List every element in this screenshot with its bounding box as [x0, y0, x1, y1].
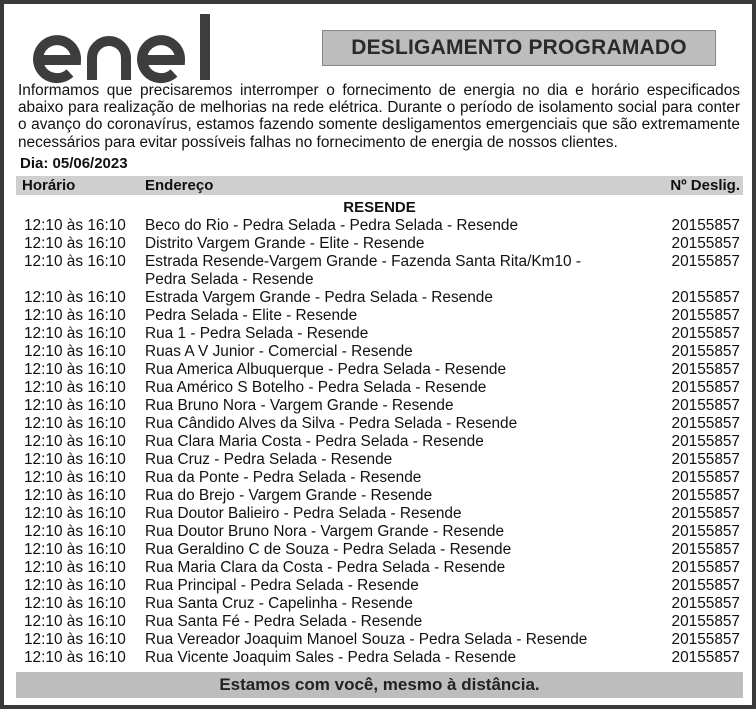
- row-address: Rua Santa Cruz - Capelinha - Resende: [145, 595, 413, 612]
- row-time: 12:10 às 16:10: [24, 379, 126, 396]
- table-row: [16, 505, 743, 523]
- row-address: Estrada Vargem Grande - Pedra Selada - Resende: [145, 289, 493, 306]
- row-outage-number: 20155857: [671, 649, 740, 666]
- row-outage-number: 20155857: [671, 595, 740, 612]
- header-address: Endereço: [145, 177, 214, 194]
- row-time: 12:10 às 16:10: [24, 487, 126, 504]
- row-address: Estrada Resende-Vargem Grande - Fazenda Santa Rita/Km10 - Pedra Selada - Resende: [145, 253, 582, 288]
- region-heading: RESENDE: [343, 199, 416, 216]
- row-time: 12:10 às 16:10: [24, 325, 126, 342]
- table-row: [16, 343, 743, 361]
- row-time: 12:10 às 16:10: [24, 217, 126, 234]
- row-address: Rua Doutor Balieiro - Pedra Selada - Resende: [145, 505, 462, 522]
- header-time: Horário: [22, 177, 76, 194]
- table-row: [16, 217, 743, 235]
- table-header: [16, 176, 743, 195]
- table-row: [16, 325, 743, 343]
- table-row: [16, 559, 743, 577]
- row-outage-number: 20155857: [671, 289, 740, 306]
- row-address: Rua Santa Fé - Pedra Selada - Resende: [145, 613, 423, 630]
- row-time: 12:10 às 16:10: [24, 433, 126, 450]
- table-row: [16, 433, 743, 451]
- intro-paragraph: Informamos que precisaremos interromper o fornecimento de energia no dia e horário especificados abaixo para realização de melhorias na rede elétrica. Durante o período de isolamento social para conter o avanço do coronavírus, estamos fazendo somente desligamentos emergenciais que são extremamente necessários para evitar possíveis falhas no fornecimento de energia de nossos clientes.: [18, 82, 740, 151]
- table-row: [16, 397, 743, 415]
- footer-slogan: Estamos com você, mesmo à distância.: [16, 672, 743, 698]
- table-row: [16, 289, 743, 307]
- row-outage-number: 20155857: [671, 613, 740, 630]
- row-outage-number: 20155857: [671, 307, 740, 324]
- row-address: Distrito Vargem Grande - Elite - Resende: [145, 235, 425, 252]
- row-outage-number: 20155857: [671, 343, 740, 360]
- row-outage-number: 20155857: [671, 217, 740, 234]
- row-address: Rua Cruz - Pedra Selada - Resende: [145, 451, 393, 468]
- header-number: Nº Deslig.: [670, 177, 740, 194]
- row-outage-number: 20155857: [671, 631, 740, 648]
- row-outage-number: 20155857: [671, 379, 740, 396]
- row-time: 12:10 às 16:10: [24, 595, 126, 612]
- row-outage-number: 20155857: [671, 487, 740, 504]
- row-address: Rua Vicente Joaquim Sales - Pedra Selada - Resende: [145, 649, 517, 666]
- row-time: 12:10 às 16:10: [24, 307, 126, 324]
- row-time: 12:10 às 16:10: [24, 451, 126, 468]
- row-address: Rua 1 - Pedra Selada - Resende: [145, 325, 369, 342]
- row-time: 12:10 às 16:10: [24, 559, 126, 576]
- row-outage-number: 20155857: [671, 523, 740, 540]
- row-outage-number: 20155857: [671, 235, 740, 252]
- row-outage-number: 20155857: [671, 397, 740, 414]
- row-time: 12:10 às 16:10: [24, 235, 126, 252]
- page-title: DESLIGAMENTO PROGRAMADO: [322, 30, 716, 66]
- row-time: 12:10 às 16:10: [24, 289, 126, 306]
- row-address: Rua da Ponte - Pedra Selada - Resende: [145, 469, 422, 486]
- table-row: [16, 235, 743, 253]
- row-address: Beco do Rio - Pedra Selada - Pedra Selada - Resende: [145, 217, 519, 234]
- row-address: Rua Cândido Alves da Silva - Pedra Selada - Resende: [145, 415, 518, 432]
- row-address: Rua Bruno Nora - Vargem Grande - Resende: [145, 397, 454, 414]
- table-row: [16, 541, 743, 559]
- date-line: Dia: 05/06/2023: [20, 155, 128, 172]
- row-outage-number: 20155857: [671, 559, 740, 576]
- outage-table: [16, 217, 743, 667]
- row-address: Rua Geraldino C de Souza - Pedra Selada - Resende: [145, 541, 512, 558]
- row-address: Rua Maria Clara da Costa - Pedra Selada - Resende: [145, 559, 506, 576]
- table-row: [16, 523, 743, 541]
- row-address: Ruas A V Junior - Comercial - Resende: [145, 343, 413, 360]
- table-row: [16, 595, 743, 613]
- row-time: 12:10 às 16:10: [24, 577, 126, 594]
- row-outage-number: 20155857: [671, 541, 740, 558]
- row-outage-number: 20155857: [671, 469, 740, 486]
- table-row: [16, 253, 743, 289]
- row-time: 12:10 às 16:10: [24, 523, 126, 540]
- row-address: Pedra Selada - Elite - Resende: [145, 307, 358, 324]
- table-row: [16, 451, 743, 469]
- table-row: [16, 613, 743, 631]
- row-time: 12:10 às 16:10: [24, 343, 126, 360]
- row-address: Rua Américo S Botelho - Pedra Selada - Resende: [145, 379, 487, 396]
- row-outage-number: 20155857: [671, 415, 740, 432]
- row-time: 12:10 às 16:10: [24, 253, 126, 270]
- table-row: [16, 577, 743, 595]
- table-row: [16, 415, 743, 433]
- row-address: Rua America Albuquerque - Pedra Selada - Resende: [145, 361, 507, 378]
- table-row: [16, 469, 743, 487]
- row-time: 12:10 às 16:10: [24, 397, 126, 414]
- table-row: [16, 361, 743, 379]
- row-outage-number: 20155857: [671, 325, 740, 342]
- row-time: 12:10 às 16:10: [24, 469, 126, 486]
- row-time: 12:10 às 16:10: [24, 415, 126, 432]
- row-address: Rua Clara Maria Costa - Pedra Selada - Resende: [145, 433, 484, 450]
- table-row: [16, 379, 743, 397]
- row-outage-number: 20155857: [671, 577, 740, 594]
- row-address: Rua do Brejo - Vargem Grande - Resende: [145, 487, 433, 504]
- row-time: 12:10 às 16:10: [24, 613, 126, 630]
- row-outage-number: 20155857: [671, 433, 740, 450]
- table-row: [16, 487, 743, 505]
- row-time: 12:10 às 16:10: [24, 631, 126, 648]
- table-row: [16, 631, 743, 649]
- table-row: [16, 649, 743, 667]
- row-outage-number: 20155857: [671, 505, 740, 522]
- row-address: Rua Vereador Joaquim Manoel Souza - Pedra Selada - Resende: [145, 631, 588, 648]
- row-outage-number: 20155857: [671, 361, 740, 378]
- row-address: Rua Principal - Pedra Selada - Resende: [145, 577, 419, 594]
- row-outage-number: 20155857: [671, 451, 740, 468]
- enel-logo: [30, 10, 220, 84]
- row-time: 12:10 às 16:10: [24, 649, 126, 666]
- row-time: 12:10 às 16:10: [24, 505, 126, 522]
- table-row: [16, 307, 743, 325]
- row-address: Rua Doutor Bruno Nora - Vargem Grande - Resende: [145, 523, 505, 540]
- row-time: 12:10 às 16:10: [24, 361, 126, 378]
- row-time: 12:10 às 16:10: [24, 541, 126, 558]
- row-outage-number: 20155857: [671, 253, 740, 270]
